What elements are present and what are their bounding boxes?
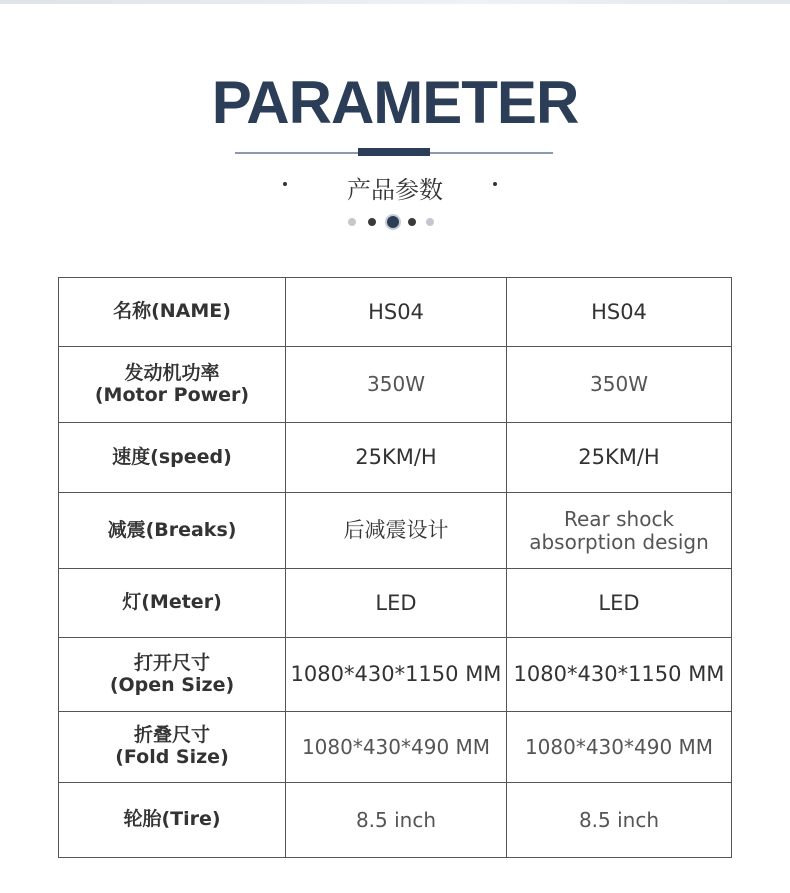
- value-cell: LED: [507, 569, 732, 638]
- value-cell: 1080*430*1150 MM: [286, 638, 507, 712]
- row-label-text-en: (Motor Power): [94, 383, 250, 406]
- title-underline-accent: [358, 148, 430, 156]
- value-cell: 8.5 inch: [286, 783, 507, 858]
- row-label-text: 减震(Breaks): [107, 518, 237, 541]
- top-decorative-strip: [0, 0, 790, 4]
- table-row: [59, 423, 732, 493]
- row-label-text: 发动机功率: [124, 361, 220, 384]
- value-cell: LED: [286, 569, 507, 638]
- row-label-text: 速度(speed): [112, 445, 232, 468]
- subtitle-row: [0, 168, 790, 204]
- pager-dot-icon: [348, 218, 356, 226]
- value-cell: 1080*430*490 MM: [507, 712, 732, 783]
- parameter-table: [58, 277, 732, 858]
- pager-dot-icon: [408, 218, 416, 226]
- row-label: [59, 712, 286, 783]
- value-cell: 25KM/H: [507, 423, 732, 493]
- pager-dot-icon: [368, 218, 376, 226]
- pager-dots: [345, 214, 445, 230]
- row-label: [59, 783, 286, 858]
- value-cell: 25KM/H: [286, 423, 507, 493]
- value-cell: 后减震设计: [286, 493, 507, 569]
- row-label-text-en: (Fold Size): [115, 746, 229, 768]
- value-line: Rear shock: [563, 506, 675, 531]
- row-label-text: 折叠尺寸: [133, 724, 210, 747]
- row-label: [59, 423, 286, 493]
- row-label-text: 名称(NAME): [113, 300, 231, 323]
- value-line: absorption design: [529, 529, 709, 554]
- table-row: [59, 493, 732, 569]
- pager-dot-active-icon: [385, 214, 401, 230]
- page-title: PARAMETER: [211, 69, 579, 136]
- row-label-text: 打开尺寸: [133, 651, 210, 674]
- table-row: [59, 638, 732, 712]
- table-row: [59, 569, 732, 638]
- row-label-text: 轮胎(Tire): [123, 808, 221, 831]
- row-label-text: 灯(Meter): [122, 591, 222, 614]
- pager-dot-icon: [426, 218, 434, 226]
- page-subtitle: 产品参数: [347, 176, 443, 204]
- table-row: [59, 347, 732, 423]
- row-label: [59, 638, 286, 712]
- row-label-text-en: (Open Size): [109, 673, 235, 696]
- bullet-dot-icon: [493, 182, 497, 186]
- value-cell: HS04: [507, 278, 732, 347]
- table-row: [59, 783, 732, 858]
- value-cell: 1080*430*1150 MM: [507, 638, 732, 712]
- row-label: [59, 347, 286, 423]
- row-label: [59, 493, 286, 569]
- table-row: [59, 278, 732, 347]
- row-label: [59, 278, 286, 347]
- value-cell: 350W: [286, 347, 507, 423]
- value-cell: HS04: [286, 278, 507, 347]
- table-row: [59, 712, 732, 783]
- value-cell: [507, 493, 732, 569]
- value-cell: 350W: [507, 347, 732, 423]
- value-cell: 8.5 inch: [507, 783, 732, 858]
- value-cell: 1080*430*490 MM: [286, 712, 507, 783]
- row-label: [59, 569, 286, 638]
